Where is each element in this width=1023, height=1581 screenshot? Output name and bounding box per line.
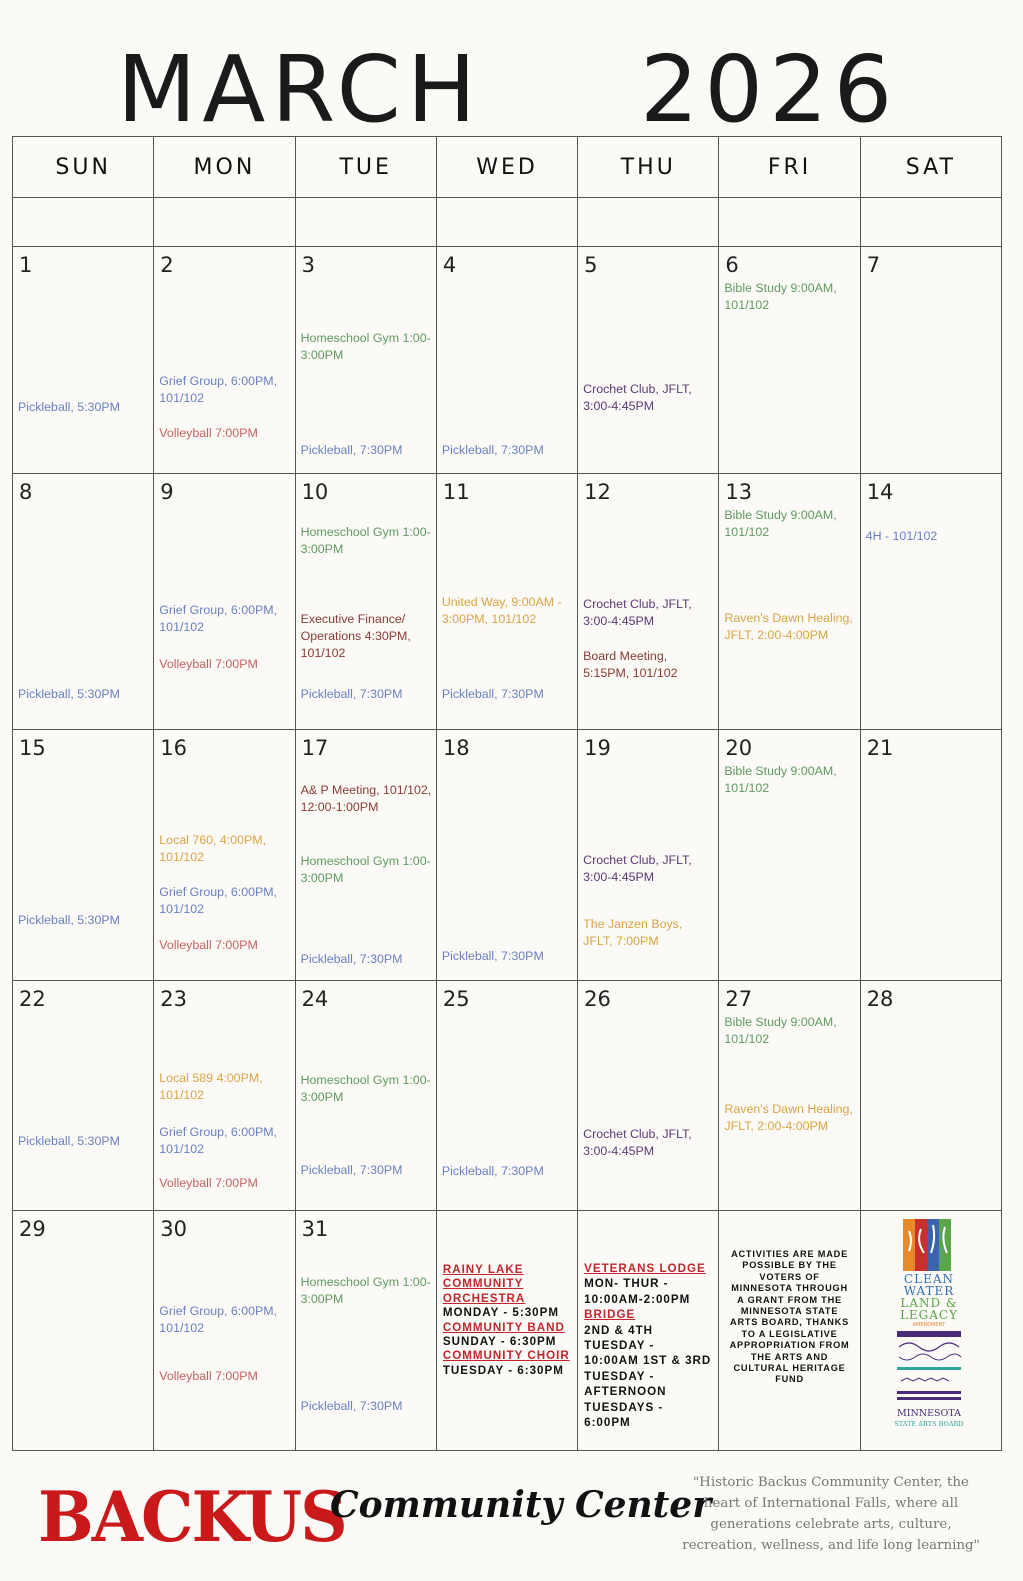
weekday-mon: MON xyxy=(154,137,295,198)
week-row-3 xyxy=(13,730,1002,981)
event-volleyball: Volleyball 7:00PM xyxy=(159,657,258,671)
event-grief-group: Grief Group, 6:00PM, 101/102 xyxy=(159,1125,278,1156)
event-homeschool-gym: Homeschool Gym 1:00-3:00PM xyxy=(300,1073,431,1104)
day-cell-7 xyxy=(860,247,1001,474)
week-row-1 xyxy=(13,247,1002,474)
event-ap-meeting: A& P Meeting, 101/102, 12:00-1:00PM xyxy=(300,783,432,814)
event-crochet-club: Crochet Club, JFLT, 3:00-4:45PM xyxy=(583,382,692,413)
weekday-sun: SUN xyxy=(13,137,154,198)
day-cell-29 xyxy=(13,1211,154,1451)
day-number: 17 xyxy=(301,736,329,760)
note-heading-bridge: BRIDGE xyxy=(584,1308,636,1322)
day-cell-30 xyxy=(154,1211,295,1451)
day-cell-21 xyxy=(860,730,1001,981)
day-number: 13 xyxy=(725,480,753,504)
event-pickleball: Pickleball, 7:30PM xyxy=(300,1163,403,1177)
event-grief-group: Grief Group, 6:00PM, 101/102 xyxy=(159,603,278,634)
day-cell-26 xyxy=(578,981,719,1211)
day-number: 14 xyxy=(866,480,894,504)
day-number: 20 xyxy=(725,736,753,760)
event-volleyball: Volleyball 7:00PM xyxy=(159,1369,258,1383)
note-heading-veterans: VETERANS LODGE xyxy=(584,1262,706,1275)
calendar-title xyxy=(0,36,1023,143)
day-number: 10 xyxy=(301,480,329,504)
event-local-589: Local 589 4:00PM, 101/102 xyxy=(159,1071,263,1102)
lodge-bridge-note-cell xyxy=(578,1211,719,1451)
day-number: 15 xyxy=(19,736,46,760)
day-number: 27 xyxy=(725,987,753,1011)
note-time-orchestra: MONDAY - 5:30PM xyxy=(442,1306,559,1320)
event-board-meeting: Board Meeting, 5:15PM, 101/102 xyxy=(583,649,678,680)
day-cell-27 xyxy=(719,981,860,1211)
day-number: 18 xyxy=(442,736,470,760)
music-groups-note-cell xyxy=(436,1211,577,1451)
event-pickleball: Pickleball, 7:30PM xyxy=(441,687,544,701)
blank-row xyxy=(13,198,1002,247)
event-pickleball: Pickleball, 7:30PM xyxy=(300,443,403,457)
event-united-way: United Way, 9:00AM - 3:00PM, 101/102 xyxy=(441,595,562,626)
day-cell-13 xyxy=(719,474,860,730)
day-cell-22 xyxy=(13,981,154,1211)
funding-note: ACTIVITIES ARE MADE POSSIBLE BY THE VOTERS OF MINNESOTA THROUGH A GRANT FROM THE MINNESOTA STATE ARTS BOARD, THANKS TO A LEGISLATIVE APPROPRIATION FROM THE ARTS AND CULTURAL HERITAGE FUND xyxy=(729,1249,850,1385)
event-4h: 4H - 101/102 xyxy=(865,529,938,543)
event-crochet-club: Crochet Club, JFLT, 3:00-4:45PM xyxy=(583,1127,692,1158)
day-number: 12 xyxy=(584,480,611,504)
day-cell-16 xyxy=(154,730,295,981)
day-cell-18 xyxy=(436,730,577,981)
day-number: 8 xyxy=(19,480,33,504)
day-cell-3 xyxy=(295,247,436,474)
day-number: 16 xyxy=(160,736,188,760)
event-bible-study: Bible Study 9:00AM, 101/102 xyxy=(724,764,837,795)
weekday-thu: THU xyxy=(578,137,719,198)
event-grief-group: Grief Group, 6:00PM, 101/102 xyxy=(159,1304,278,1335)
day-cell-20 xyxy=(719,730,860,981)
event-pickleball: Pickleball, 5:30PM xyxy=(18,1134,120,1148)
day-number: 9 xyxy=(160,480,174,504)
month-title: MARCH xyxy=(117,36,483,143)
event-pickleball: Pickleball, 5:30PM xyxy=(18,400,120,414)
music-groups-note xyxy=(443,1263,571,1378)
community-center-logo: Community Center xyxy=(330,1484,712,1526)
day-number: 5 xyxy=(584,253,598,277)
note-time-choir: TUESDAY - 6:30PM xyxy=(442,1363,564,1377)
event-pickleball: Pickleball, 5:30PM xyxy=(18,687,120,701)
note-time-bridge: 2ND & 4TH TUESDAY - 10:00AM 1ST & 3RD TUESDAY - AFTERNOON TUESDAYS - 6:00PM xyxy=(584,1323,712,1430)
event-bible-study: Bible Study 9:00AM, 101/102 xyxy=(724,1015,837,1046)
day-number: 4 xyxy=(442,253,457,277)
funding-note-cell xyxy=(719,1211,860,1451)
day-number: 1 xyxy=(19,253,33,277)
clean-water-logo xyxy=(861,1211,1001,1447)
logo-text: MINNESOTA xyxy=(896,1408,961,1419)
event-grief-group: Grief Group, 6:00PM, 101/102 xyxy=(159,374,278,405)
day-number: 28 xyxy=(866,987,894,1011)
logo-text: LEGACY xyxy=(899,1308,958,1322)
note-heading-band: COMMUNITY BAND xyxy=(442,1320,565,1334)
day-cell-11 xyxy=(436,474,577,730)
empty-cell xyxy=(295,198,436,247)
calendar-grid xyxy=(12,136,1002,1451)
event-pickleball: Pickleball, 7:30PM xyxy=(441,443,544,457)
event-janzen-boys: The Janzen Boys, JFLT, 7:00PM xyxy=(583,917,683,948)
day-cell-24 xyxy=(295,981,436,1211)
empty-cell xyxy=(578,198,719,247)
day-cell-2 xyxy=(154,247,295,474)
day-number: 7 xyxy=(866,253,881,277)
day-cell-4 xyxy=(436,247,577,474)
empty-cell xyxy=(154,198,295,247)
day-cell-28 xyxy=(860,981,1001,1211)
empty-cell xyxy=(719,198,860,247)
logo-text: LAND & xyxy=(900,1296,958,1310)
event-bible-study: Bible Study 9:00AM, 101/102 xyxy=(724,508,837,539)
day-cell-10 xyxy=(295,474,436,730)
event-homeschool-gym: Homeschool Gym 1:00-3:00PM xyxy=(300,854,431,885)
day-cell-6 xyxy=(719,247,860,474)
day-number: 26 xyxy=(584,987,611,1011)
empty-cell xyxy=(860,198,1001,247)
day-cell-8 xyxy=(13,474,154,730)
day-cell-12 xyxy=(578,474,719,730)
event-homeschool-gym: Homeschool Gym 1:00-3:00PM xyxy=(300,331,431,362)
event-pickleball: Pickleball, 7:30PM xyxy=(441,1164,544,1178)
logo-text: STATE ARTS BOARD xyxy=(894,1420,964,1428)
day-number: 22 xyxy=(19,987,46,1011)
backus-logo: BACKUS xyxy=(38,1476,346,1558)
event-crochet-club: Crochet Club, JFLT, 3:00-4:45PM xyxy=(583,853,692,884)
day-number: 24 xyxy=(301,987,329,1011)
event-volleyball: Volleyball 7:00PM xyxy=(159,1176,258,1190)
day-number: 3 xyxy=(301,253,315,277)
empty-cell xyxy=(13,198,154,247)
event-local-760: Local 760, 4:00PM, 101/102 xyxy=(159,833,267,864)
day-number: 2 xyxy=(160,253,174,277)
note-heading-choir: COMMUNITY CHOIR xyxy=(442,1349,570,1363)
day-cell-14 xyxy=(860,474,1001,730)
day-cell-17 xyxy=(295,730,436,981)
logos-cell xyxy=(860,1211,1001,1451)
event-pickleball: Pickleball, 7:30PM xyxy=(300,952,403,966)
event-volleyball: Volleyball 7:00PM xyxy=(159,426,258,440)
day-cell-31 xyxy=(295,1211,436,1451)
weekday-sat: SAT xyxy=(860,137,1001,198)
event-pickleball: Pickleball, 7:30PM xyxy=(441,949,544,963)
day-cell-23 xyxy=(154,981,295,1211)
day-cell-19 xyxy=(578,730,719,981)
day-number: 21 xyxy=(866,736,894,760)
weekday-fri: FRI xyxy=(719,137,860,198)
lodge-bridge-note xyxy=(584,1261,712,1430)
event-grief-group: Grief Group, 6:00PM, 101/102 xyxy=(159,885,278,916)
weekday-header-row xyxy=(13,137,1002,198)
weekday-wed: WED xyxy=(436,137,577,198)
day-cell-5 xyxy=(578,247,719,474)
day-cell-1 xyxy=(13,247,154,474)
event-pickleball: Pickleball, 7:30PM xyxy=(300,687,403,701)
year-title: 2026 xyxy=(640,36,899,143)
day-number: 23 xyxy=(160,987,188,1011)
logo-text: WATER xyxy=(903,1284,954,1298)
empty-cell xyxy=(436,198,577,247)
note-time-band: SUNDAY - 6:30PM xyxy=(442,1335,557,1349)
day-cell-25 xyxy=(436,981,577,1211)
event-pickleball: Pickleball, 5:30PM xyxy=(18,913,120,927)
mission-quote: "Historic Backus Community Center, the heart of International Falls, where all generations celebrate arts, culture, recreation, wellness, and life long learning" xyxy=(682,1475,980,1553)
event-executive-finance: Executive Finance/ Operations 4:30PM, 101/102 xyxy=(300,612,411,660)
event-ravens-dawn: Raven's Dawn Healing, JFLT, 2:00-4:00PM xyxy=(724,1102,853,1133)
event-volleyball: Volleyball 7:00PM xyxy=(159,938,258,952)
weekday-tue: TUE xyxy=(295,137,436,198)
week-row-5 xyxy=(13,1211,1002,1451)
note-heading-orchestra: RAINY LAKE COMMUNITY ORCHESTRA xyxy=(442,1263,526,1305)
sponsor-logos xyxy=(861,1211,1001,1450)
event-homeschool-gym: Homeschool Gym 1:00-3:00PM xyxy=(300,525,431,556)
day-cell-9 xyxy=(154,474,295,730)
day-number: 29 xyxy=(19,1217,46,1241)
day-number: 6 xyxy=(725,253,739,277)
logo-text: CLEAN xyxy=(903,1272,954,1286)
day-number: 11 xyxy=(442,480,470,504)
day-number: 25 xyxy=(442,987,470,1011)
event-crochet-club: Crochet Club, JFLT, 3:00-4:45PM xyxy=(583,597,692,628)
event-homeschool-gym: Homeschool Gym 1:00-3:00PM xyxy=(300,1275,431,1306)
week-row-2 xyxy=(13,474,1002,730)
event-ravens-dawn: Raven's Dawn Healing, JFLT, 2:00-4:00PM xyxy=(724,611,853,642)
logo-text: AMENDMENT xyxy=(912,1322,946,1328)
note-time-veterans: MON- THUR - 10:00AM-2:00PM xyxy=(584,1277,691,1306)
day-number: 30 xyxy=(160,1217,188,1241)
week-row-4 xyxy=(13,981,1002,1211)
day-number: 31 xyxy=(301,1217,329,1241)
event-pickleball: Pickleball, 7:30PM xyxy=(300,1399,403,1413)
day-cell-15 xyxy=(13,730,154,981)
day-number: 19 xyxy=(584,736,611,760)
event-bible-study: Bible Study 9:00AM, 101/102 xyxy=(724,281,837,312)
